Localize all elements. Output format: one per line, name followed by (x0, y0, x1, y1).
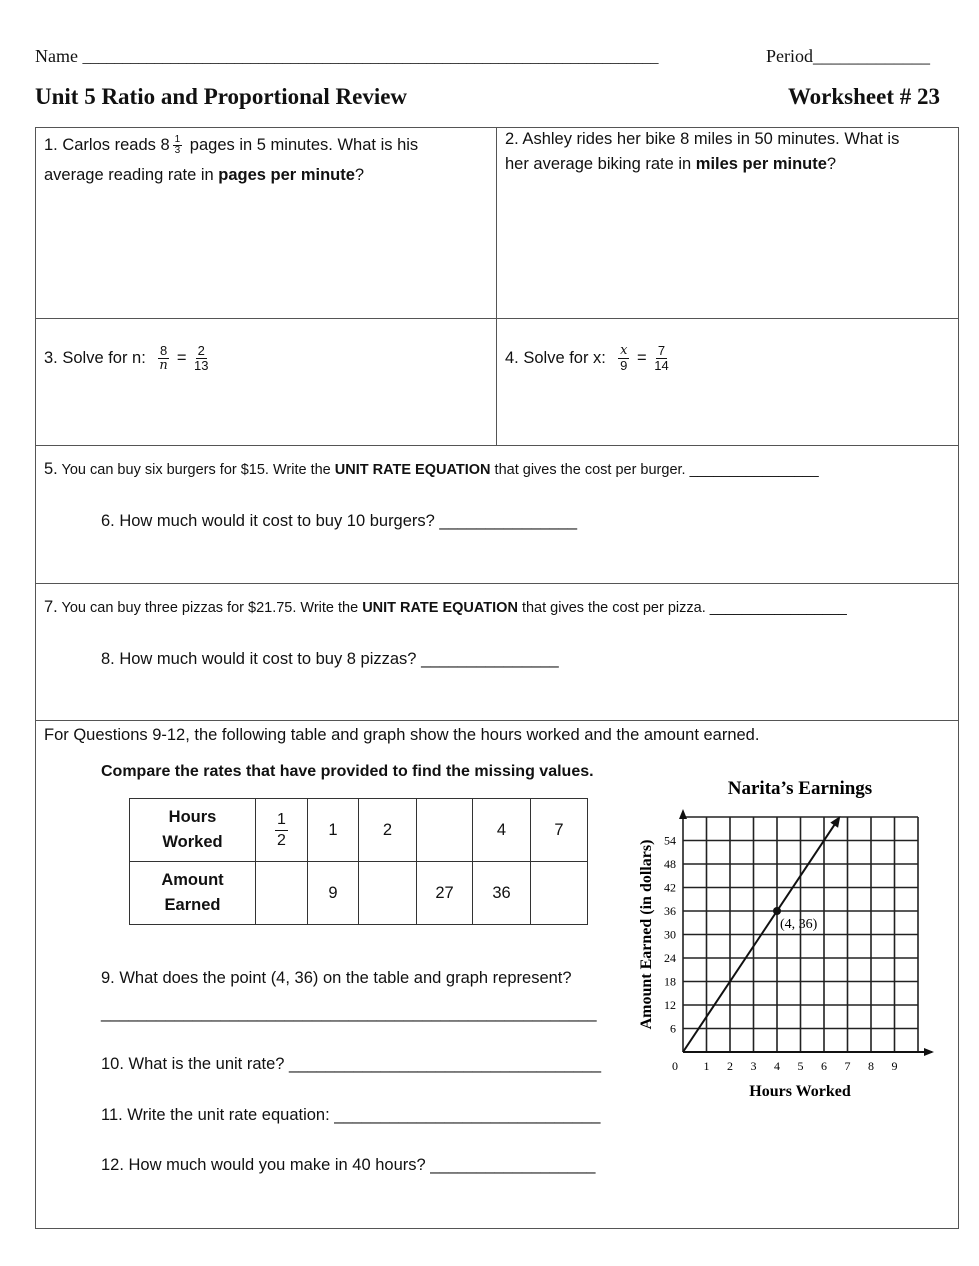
table-cell: 1 (308, 799, 359, 862)
y-axis-arrow-icon (679, 809, 687, 819)
y-tick-label: 30 (664, 927, 676, 942)
divider (35, 318, 959, 319)
period-line[interactable]: _____________ (813, 46, 930, 66)
x-tick-label: 2 (727, 1059, 733, 1073)
table-cell[interactable] (256, 862, 308, 925)
x-tick-label: 1 (703, 1059, 710, 1073)
question-2: 2. Ashley rides her bike 8 miles in 50 minutes. What is her average biking rate in miles per minute? (505, 130, 900, 173)
x-tick-label: 5 (797, 1059, 804, 1073)
y-tick-label: 12 (664, 998, 676, 1012)
fraction: $\frac{1}{3}$ (174, 134, 181, 157)
question-11: 11. Write the unit rate equation: _____________________________ (101, 1106, 601, 1124)
question-12: 12. How much would you make in 40 hours? __________________ (101, 1156, 596, 1174)
name-field[interactable] (35, 46, 658, 67)
chart-title: Narita’s Earnings (727, 778, 873, 799)
period-label: Period (766, 46, 813, 66)
x-tick-label: 6 (821, 1059, 827, 1073)
section-intro: For Questions 9-12, the following table and graph show the hours worked and the amount earned. (44, 726, 760, 744)
x-tick-label: 7 (844, 1059, 851, 1073)
y-tick-label: 54 (664, 833, 676, 848)
table-cell: 4 (473, 799, 531, 862)
divider (496, 127, 497, 445)
y-tick-label: 36 (664, 904, 676, 918)
table-cell: 36 (473, 862, 531, 925)
worksheet-number: Worksheet # 23 (787, 84, 940, 109)
name-label: Name (35, 46, 78, 66)
x-tick-label: 3 (750, 1059, 757, 1073)
y-tick-label: 42 (664, 880, 676, 895)
table-row (130, 799, 588, 862)
answer-line-9[interactable]: ______________________________________________________ (101, 1004, 597, 1022)
x-tick-label: 0 (672, 1059, 678, 1073)
table-cell: 7 (531, 799, 588, 862)
divider (35, 583, 959, 584)
table-cell: 27 (417, 862, 473, 925)
y-tick-label: 24 (664, 951, 676, 965)
x-axis-label: Hours Worked (749, 1083, 851, 1100)
question-9: 9. What does the point (4, 36) on the table and graph represent? (101, 969, 572, 987)
page-title: Unit 5 Ratio and Proportional Review (35, 84, 408, 109)
earnings-chart (620, 770, 940, 1110)
question-3: 3. Solve for n: $\frac{8}{n}$ = $\frac{2}{13}$ (44, 343, 209, 374)
y-tick-label: 18 (664, 974, 676, 989)
table-row (130, 862, 588, 925)
table-cell: $\frac{1}{2}$ (256, 799, 308, 862)
row-header: Amount Earned (130, 862, 256, 925)
question-8: 8. How much would it cost to buy 8 pizzas? _______________ (101, 650, 559, 668)
question-4: 4. Solve for x: $\frac{x}{9}$ = $\frac{7}{14}$ (505, 343, 669, 374)
table-cell: 2 (359, 799, 417, 862)
table-cell[interactable] (417, 799, 473, 862)
row-header: Hours Worked (130, 799, 256, 862)
table-cell: 9 (308, 862, 359, 925)
question-1: 1. Carlos reads 8 $\frac{1}{3}$ pages in 5 minutes. What is his average reading rate in pages per minute? (44, 134, 419, 184)
divider (35, 445, 959, 446)
question-5: 5. You can buy six burgers for $15. Write the UNIT RATE EQUATION that gives the cost per burger. ________________ (44, 460, 819, 478)
x-tick-label: 9 (891, 1059, 898, 1073)
period-field[interactable] (766, 46, 930, 67)
name-line[interactable]: ________________________________________________________________________ (82, 49, 659, 66)
x-tick-label: 8 (868, 1059, 874, 1073)
y-axis-label: Amount Earned (in dollars) (638, 839, 655, 1030)
question-7: 7. You can buy three pizzas for $21.75. Write the UNIT RATE EQUATION that gives the cost per pizza. _________________ (44, 598, 847, 616)
data-point-label: (4, 36) (780, 917, 818, 932)
y-tick-label: 6 (670, 1021, 676, 1036)
x-axis-arrow-icon (924, 1048, 934, 1056)
rate-table (129, 798, 588, 925)
x-tick-label: 4 (774, 1059, 780, 1073)
y-tick-label: 48 (664, 857, 676, 871)
question-10: 10. What is the unit rate? __________________________________ (101, 1055, 602, 1073)
question-6: 6. How much would it cost to buy 10 burgers? _______________ (101, 512, 578, 530)
table-cell[interactable] (531, 862, 588, 925)
table-cell[interactable] (359, 862, 417, 925)
data-point (773, 907, 781, 915)
section-instruction: Compare the rates that have provided to find the missing values. (101, 763, 594, 780)
